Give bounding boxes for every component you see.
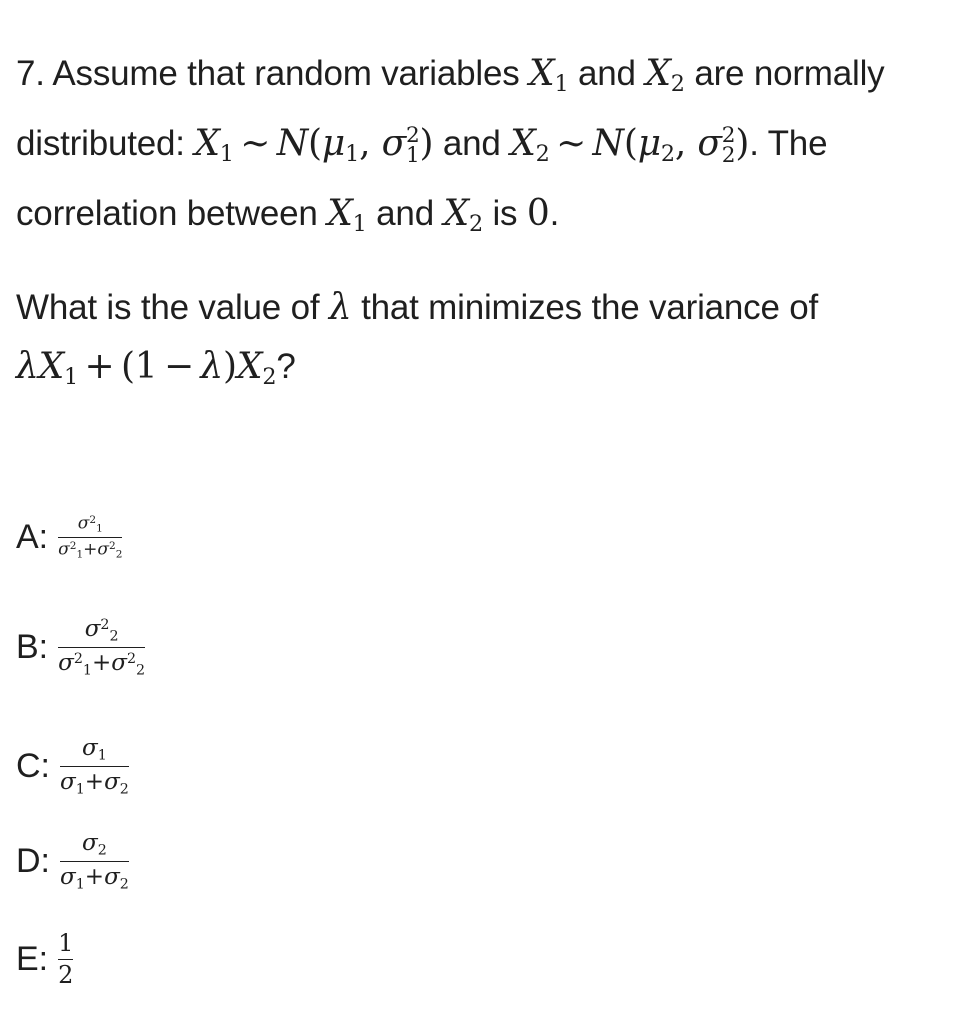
- math-x1: $X_1$: [327, 193, 367, 238]
- math-x1-distribution: $X_1$ ∼ $N(\mu_1$, σ 2 1 ): [194, 122, 434, 169]
- choice-e[interactable]: [16, 931, 73, 988]
- choice-label: B:: [16, 628, 49, 667]
- question-prompt: What is the value of λ that minimizes the variance of $\lambda X_1 + (1 - \lambda)X_2$?: [16, 286, 819, 390]
- choice-e-formula: $\frac{1}{2}$: [58, 929, 74, 990]
- choice-d[interactable]: [16, 831, 129, 892]
- math-x2: $X_2$: [443, 193, 483, 238]
- choice-c[interactable]: [16, 736, 129, 797]
- choice-label: C:: [16, 747, 50, 786]
- choice-label: E:: [16, 940, 49, 979]
- question-number: 7.: [16, 54, 45, 93]
- question-statement: 7. Assume that random variables $X_1$ and $X_2$ are normally distributed: $X_1$ ∼ $N(\mu_1$, σ 2 1 ) and $X_2$ ∼ $N(\mu_2$, σ 2 2 ). The correlation between $X_1$ and $X_2$ is 0.: [16, 53, 885, 238]
- choice-c-formula: $\frac{\sigma_1}{\sigma_1+\sigma_2}$: [60, 735, 129, 798]
- math-zero: 0: [526, 193, 550, 235]
- math-x1: $X_1$: [529, 53, 569, 98]
- choice-a-formula: $\frac{\sigma^2_1}{\sigma^2_1+\sigma^2_2}$: [58, 513, 123, 561]
- question-block: [16, 44, 951, 407]
- choice-a[interactable]: [16, 515, 122, 561]
- math-lambda: λ: [328, 286, 352, 328]
- math-combination: $\lambda X_1 + (1 - \lambda)X_2$: [16, 345, 277, 390]
- choice-b-formula: $\frac{\sigma^2_2}{\sigma^2_1+\sigma^2_2}$: [58, 616, 146, 679]
- choice-label: D:: [16, 842, 50, 881]
- choice-b[interactable]: [16, 617, 145, 678]
- choice-label: A:: [16, 518, 49, 557]
- math-x2: $X_2$: [645, 53, 685, 98]
- math-x2-distribution: $X_2$ ∼ $N(\mu_2$, σ 2 2 ): [510, 122, 750, 169]
- choice-d-formula: $\frac{\sigma_2}{\sigma_1+\sigma_2}$: [60, 830, 129, 893]
